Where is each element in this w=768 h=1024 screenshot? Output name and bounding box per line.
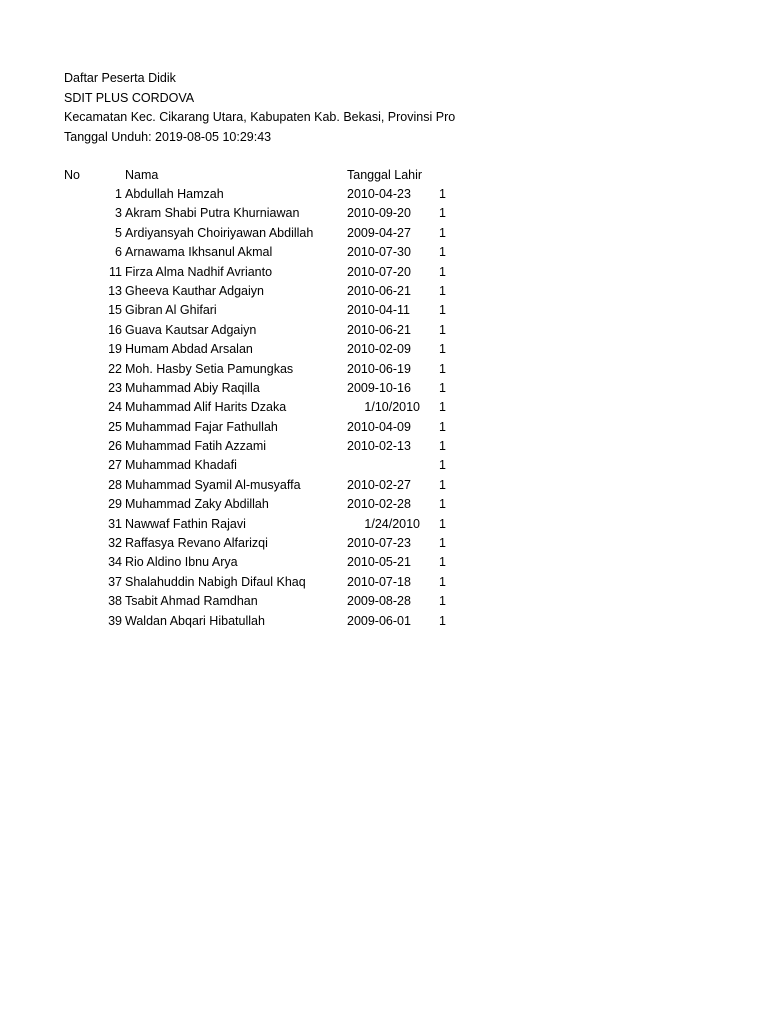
- row-value: 1: [439, 187, 446, 201]
- row-number: 34: [108, 555, 122, 570]
- table-row: [0, 515, 768, 534]
- birth-date: 2010-07-30: [347, 245, 411, 260]
- table-row: [0, 612, 768, 631]
- row-number: 26: [108, 439, 122, 454]
- row-number: 11: [109, 264, 122, 279]
- student-name: Rio Aldino Ibnu Arya: [125, 555, 238, 570]
- student-name: Muhammad Khadafi: [125, 458, 237, 473]
- table-row: [0, 495, 768, 514]
- birth-date: 2010-04-09: [347, 419, 411, 434]
- row-number: 16: [108, 322, 122, 337]
- row-value: 1: [439, 225, 446, 240]
- row-value: 1: [439, 536, 446, 551]
- row-value: 1: [439, 206, 446, 221]
- student-name: Guava Kautsar Adgaiyn: [125, 322, 257, 337]
- row-number: 1: [115, 187, 122, 201]
- table-row: [0, 224, 768, 243]
- row-value: 1: [439, 594, 446, 609]
- row-number: 3: [115, 206, 122, 221]
- row-value: 1: [439, 264, 446, 279]
- row-value: 1: [439, 303, 446, 318]
- student-name: Abdullah Hamzah: [125, 187, 224, 201]
- student-name: Muhammad Fatih Azzami: [125, 439, 267, 454]
- student-name: Muhammad Fajar Fathullah: [125, 419, 278, 434]
- school-name: SDIT PLUS CORDOVA: [64, 91, 195, 105]
- row-value: 1: [439, 497, 446, 512]
- row-number: 23: [108, 380, 122, 395]
- table-row: [0, 418, 768, 437]
- row-value: 1: [439, 516, 446, 531]
- student-name: Arnawama Ikhsanul Akmal: [125, 245, 273, 260]
- birth-date: 1/10/2010: [364, 400, 420, 415]
- student-name: Humam Abdad Arsalan: [125, 342, 253, 357]
- table-row: [0, 185, 768, 204]
- birth-date: 2009-08-28: [347, 594, 411, 609]
- row-value: 1: [439, 342, 446, 357]
- birth-date: 2010-02-13: [347, 439, 411, 454]
- student-name: Muhammad Zaky Abdillah: [125, 497, 269, 512]
- table-row: [0, 553, 768, 572]
- student-name: Muhammad Syamil Al-musyaffa: [125, 477, 301, 492]
- row-value: 1: [439, 419, 446, 434]
- table-row: [0, 437, 768, 456]
- student-name: Shalahuddin Nabigh Difaul Khaq: [125, 574, 306, 589]
- row-number: 39: [108, 613, 122, 628]
- table-row: [0, 573, 768, 592]
- table-row: [0, 282, 768, 301]
- table-row: [0, 534, 768, 553]
- table-row: [0, 476, 768, 495]
- row-value: 1: [439, 322, 446, 337]
- birth-date: 2010-07-20: [347, 264, 411, 279]
- row-value: 1: [439, 477, 446, 492]
- row-value: 1: [439, 458, 446, 473]
- row-value: 1: [439, 380, 446, 395]
- table-row: [0, 321, 768, 340]
- student-table: [0, 185, 768, 631]
- row-value: 1: [439, 245, 446, 260]
- row-number: 32: [108, 536, 122, 551]
- document-title: Daftar Peserta Didik: [64, 71, 176, 85]
- student-name: Raffasya Revano Alfarizqi: [125, 536, 268, 551]
- student-name: Nawwaf Fathin Rajavi: [125, 516, 246, 531]
- birth-date: 2010-02-28: [347, 497, 411, 512]
- row-number: 37: [108, 574, 122, 589]
- student-name: Waldan Abqari Hibatullah: [125, 613, 265, 628]
- student-name: Firza Alma Nadhif Avrianto: [125, 264, 273, 279]
- student-name: Muhammad Alif Harits Dzaka: [125, 400, 287, 415]
- row-number: 24: [108, 400, 122, 415]
- student-name: Gheeva Kauthar Adgaiyn: [125, 283, 264, 298]
- table-row: [0, 301, 768, 320]
- row-number: 13: [108, 283, 122, 298]
- row-number: 29: [108, 497, 122, 512]
- row-number: 27: [108, 458, 122, 473]
- table-row: [0, 379, 768, 398]
- table-row: [0, 263, 768, 282]
- column-header-no: No: [64, 168, 80, 182]
- table-row: [0, 340, 768, 359]
- download-date: Tanggal Unduh: 2019-08-05 10:29:43: [64, 130, 272, 144]
- table-row: [0, 456, 768, 475]
- row-number: 31: [108, 516, 122, 531]
- table-row: [0, 360, 768, 379]
- table-row: [0, 592, 768, 611]
- table-row: [0, 243, 768, 262]
- table-row: [0, 204, 768, 223]
- student-name: Akram Shabi Putra Khurniawan: [125, 206, 300, 221]
- student-name: Ardiyansyah Choiriyawan Abdillah: [125, 225, 314, 240]
- birth-date: 2010-06-19: [347, 361, 411, 376]
- birth-date: 2010-05-21: [347, 555, 411, 570]
- row-number: 38: [108, 594, 122, 609]
- row-number: 25: [108, 419, 122, 434]
- birth-date: 2010-07-23: [347, 536, 411, 551]
- row-number: 5: [115, 225, 122, 240]
- birth-date: 2009-06-01: [347, 613, 411, 628]
- school-address: Kecamatan Kec. Cikarang Utara, Kabupaten Kab. Bekasi, Provinsi Pro: [64, 110, 456, 124]
- column-header-tanggal-lahir: Tanggal Lahir: [347, 168, 423, 182]
- row-number: 19: [108, 342, 122, 357]
- row-number: 6: [115, 245, 122, 260]
- row-value: 1: [439, 574, 446, 589]
- birth-date: 2010-06-21: [347, 283, 411, 298]
- student-name: Tsabit Ahmad Ramdhan: [125, 594, 258, 609]
- student-name: Gibran Al Ghifari: [125, 303, 217, 318]
- student-name: Moh. Hasby Setia Pamungkas: [125, 361, 294, 376]
- row-value: 1: [439, 555, 446, 570]
- student-name: Muhammad Abiy Raqilla: [125, 380, 260, 395]
- birth-date: 2010-04-23: [347, 187, 411, 201]
- birth-date: 2010-02-27: [347, 477, 411, 492]
- column-header-nama: Nama: [125, 168, 159, 182]
- row-value: 1: [439, 613, 446, 628]
- row-value: 1: [439, 361, 446, 376]
- row-number: 22: [108, 361, 122, 376]
- birth-date: 2009-04-27: [347, 225, 411, 240]
- row-value: 1: [439, 283, 446, 298]
- birth-date: 2010-06-21: [347, 322, 411, 337]
- birth-date: 2010-09-20: [347, 206, 411, 221]
- birth-date: 2010-02-09: [347, 342, 411, 357]
- table-row: [0, 398, 768, 417]
- row-value: 1: [439, 439, 446, 454]
- birth-date: 2010-07-18: [347, 574, 411, 589]
- row-value: 1: [439, 400, 446, 415]
- birth-date: 2010-04-11: [347, 303, 411, 318]
- birth-date: 2009-10-16: [347, 380, 411, 395]
- row-number: 28: [108, 477, 122, 492]
- row-number: 15: [108, 303, 122, 318]
- birth-date: 1/24/2010: [364, 516, 420, 531]
